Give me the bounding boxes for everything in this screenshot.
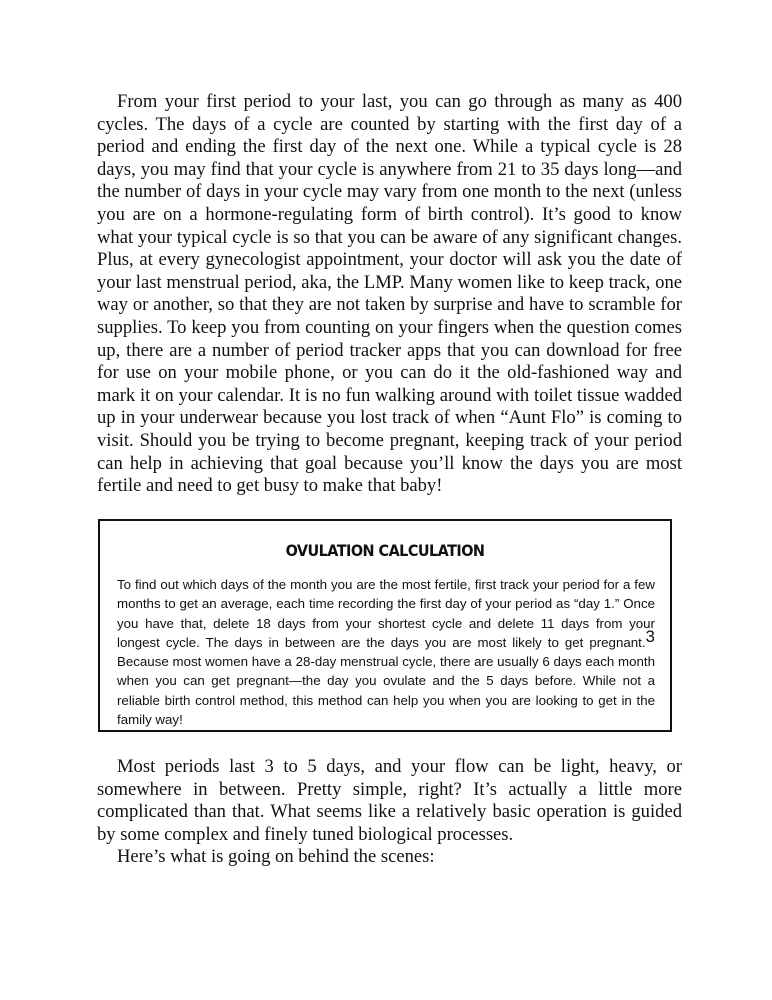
footnote-marker: 3 <box>645 626 655 646</box>
ovulation-sidebar-box <box>98 519 672 732</box>
body-paragraph-periods: Most periods last 3 to 5 days, and your flow can be light, heavy, or somewhere in between. Pretty simple, right? It’s actually a little more complicated than that. What seems like a relatively basic operation is guided by some complex and finely tuned biological processes. <box>97 756 682 845</box>
sidebar-body-text-2: Because most women have a 28-day menstrual cycle, there are usually 6 days each month when you can get pregnant—the day you ovulate and the 5 days before. While not a reliable birth control method, this method can help you when you are looking to get in the family way! <box>117 654 655 728</box>
sidebar-body <box>117 575 655 729</box>
body-paragraph-cycles: From your first period to your last, you can go through as many as 400 cycles. The days of a cycle are counted by starting with the first day of a period and ending the first day of the next one. While a typical cycle is 28 days, you may find that your cycle is anywhere from 21 to 35 days long—and the number of days in your cycle may vary from one month to the next (unless you are on a hormone-regulating form of birth control). It’s good to know what your typical cycle is so that you can be aware of any significant changes. Plus, at every gynecologist appointment, your doctor will ask you the date of your last menstrual period, aka, the LMP. Many women like to keep track, one way or another, so that they are not taken by surprise and have to scramble for supplies. To keep you from counting on your fingers when the question comes up, there are a number of period tracker apps that you can download for free for use on your mobile phone, or you can do it the old-fashioned way and mark it on your calendar. It is no fun walking around with toilet tissue wadded up in your underwear because you lost track of when “Aunt Flo” is coming to visit. Should you be trying to become pregnant, keeping track of your period can help in achieving that goal because you’ll know the days you are most fertile and need to get busy to make that baby! <box>97 91 682 497</box>
sidebar-body-text-1: To find out which days of the month you are the most fertile, first track your period for a few months to get an average, each time recording the first day of your period as “day 1.” Once you have that, delete 18 days from your shortest cycle and delete 11 days from your longest cycle. The days in between are the days you are most likely to get pregnant. <box>117 577 655 650</box>
sidebar-title: OVULATION CALCULATION <box>285 541 485 560</box>
body-paragraph-behind-scenes: Here’s what is going on behind the scenes: <box>117 846 435 867</box>
